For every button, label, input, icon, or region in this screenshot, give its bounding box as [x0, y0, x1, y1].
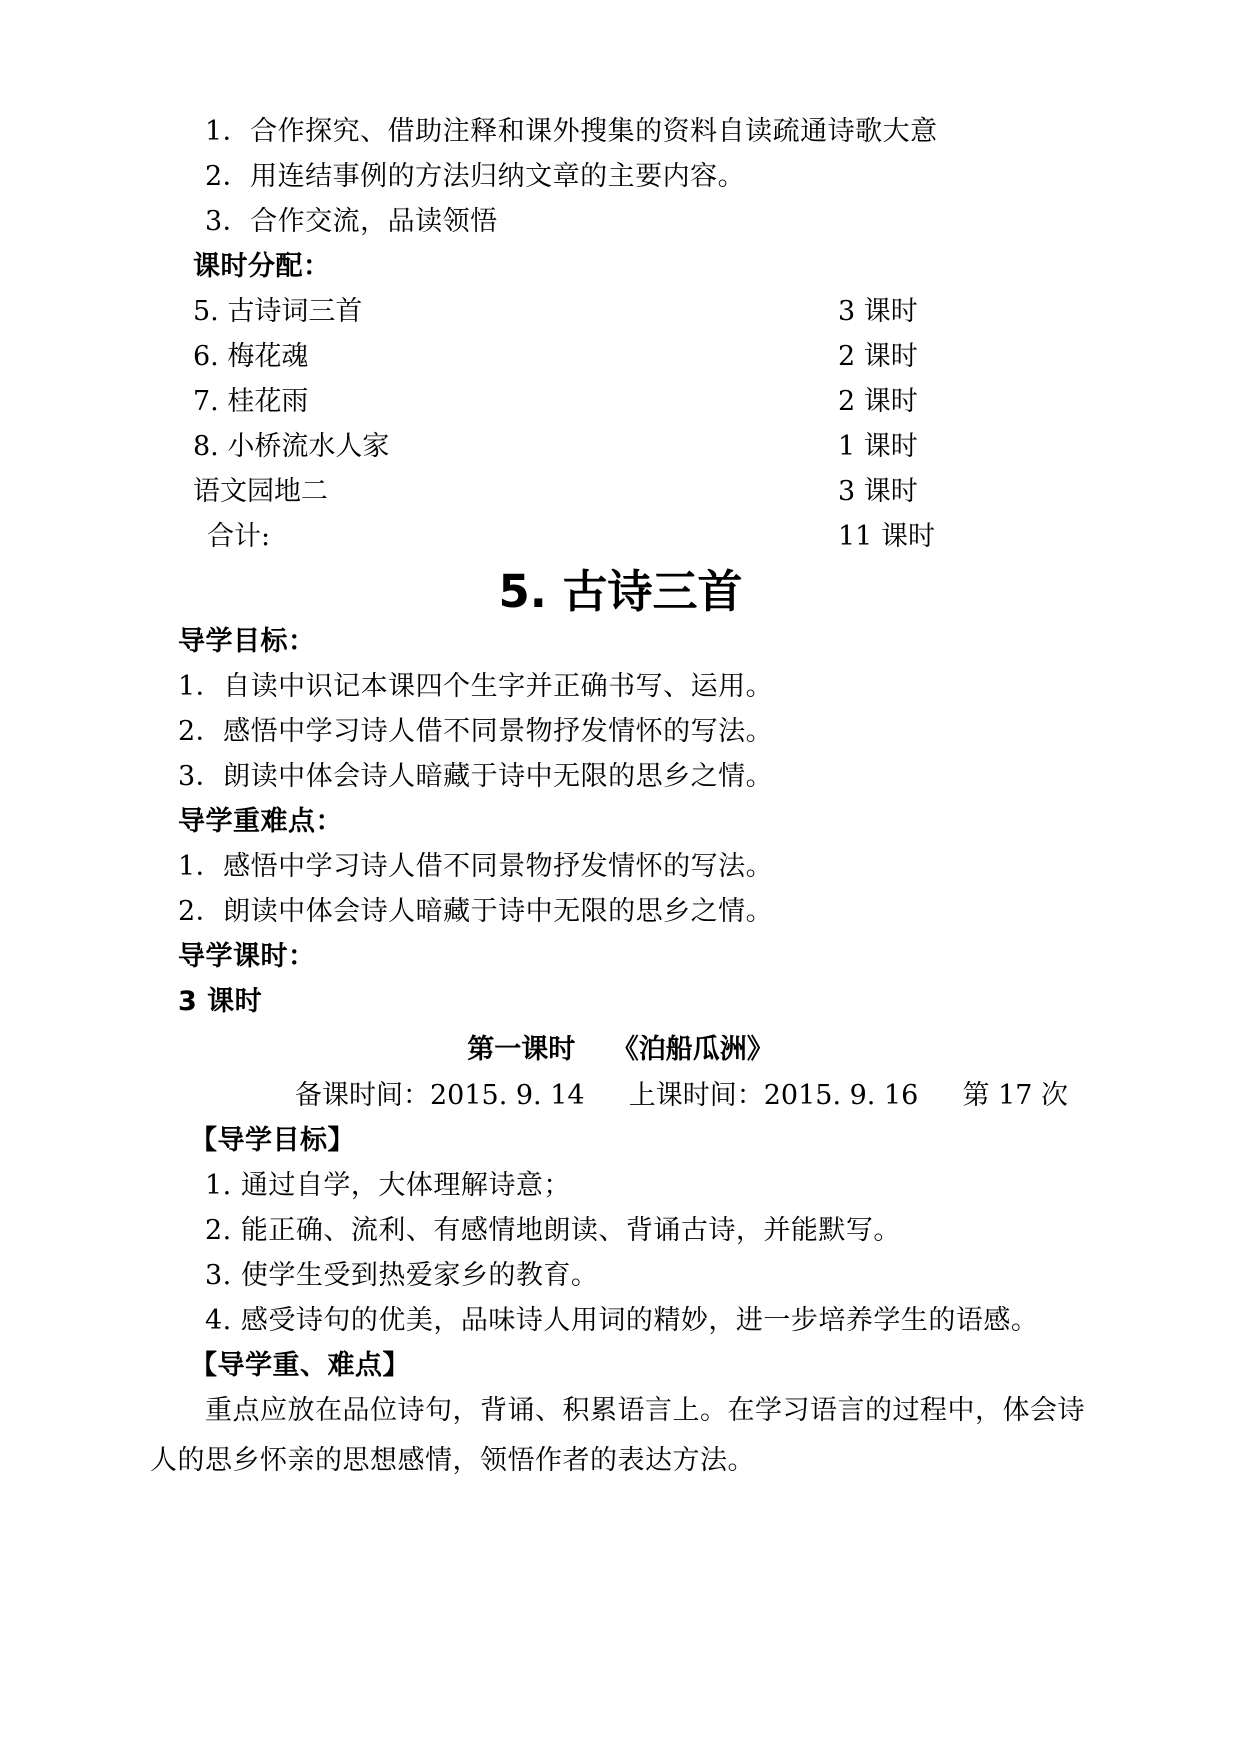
allocation-hours: 2 课时	[838, 386, 918, 417]
allocation-row	[193, 429, 993, 465]
allocation-row	[193, 339, 993, 375]
allocation-heading: 课时分配：	[193, 251, 331, 282]
allocation-name: 5. 古诗词三首	[193, 296, 363, 327]
allocation-row	[193, 294, 993, 330]
session-times: 备课时间：2015. 9. 14 上课时间：2015. 9. 16 第 17 次	[295, 1080, 1069, 1111]
allocation-total-row	[193, 519, 993, 555]
session-goal-item: 3. 使学生受到热爱家乡的教育。	[205, 1260, 599, 1291]
allocation-hours: 3 课时	[838, 296, 918, 327]
allocation-name: 8. 小桥流水人家	[193, 431, 390, 462]
allocation-hours: 2 课时	[838, 341, 918, 372]
session-goal-item: 4. 感受诗句的优美，品味诗人用词的精妙，进一步培养学生的语感。	[205, 1305, 1039, 1336]
lesson-keypoint-item: 2．朗读中体会诗人暗藏于诗中无限的思乡之情。	[178, 896, 774, 927]
lesson-hours-value: 3 课时	[178, 986, 263, 1017]
allocation-total-label: 合计:	[207, 521, 271, 552]
lesson-goal-item: 2．感悟中学习诗人借不同景物抒发情怀的写法。	[178, 716, 774, 747]
lesson-goal-item: 1．自读中识记本课四个生字并正确书写、运用。	[178, 671, 774, 702]
session-title: 第一课时 《泊船瓜洲》	[467, 1034, 774, 1065]
allocation-name: 6. 梅花魂	[193, 341, 309, 372]
session-goal-item: 1. 通过自学，大体理解诗意；	[205, 1170, 571, 1201]
lesson-goals-heading: 导学目标：	[178, 626, 316, 657]
allocation-total-hours: 11 课时	[838, 521, 935, 552]
allocation-hours: 3 课时	[838, 476, 918, 507]
allocation-name: 语文园地二	[193, 476, 328, 507]
allocation-name: 7. 桂花雨	[193, 386, 309, 417]
method-item-3: 3．合作交流，品读领悟	[205, 206, 498, 237]
session-keypoints-heading: 【导学重、难点】	[190, 1350, 410, 1381]
session-goal-item: 2. 能正确、流利、有感情地朗读、背诵古诗，并能默写。	[205, 1215, 901, 1246]
lesson-goal-item: 3．朗读中体会诗人暗藏于诗中无限的思乡之情。	[178, 761, 774, 792]
method-item-2: 2．用连结事例的方法归纳文章的主要内容。	[205, 161, 746, 192]
lesson-keypoint-item: 1．感悟中学习诗人借不同景物抒发情怀的写法。	[178, 851, 774, 882]
lesson-hours-heading: 导学课时：	[178, 941, 316, 972]
session-goals-heading: 【导学目标】	[190, 1125, 355, 1156]
session-keypoints-text: 重点应放在品位诗句，背诵、积累语言上。在学习语言的过程中，体会诗人的思乡怀亲的思想感情，领悟作者的表达方法。	[150, 1395, 1085, 1476]
allocation-hours: 1 课时	[838, 431, 918, 462]
lesson-keypoints-heading: 导学重难点：	[178, 806, 343, 837]
lesson-title: 5. 古诗三首	[498, 565, 743, 618]
allocation-row	[193, 474, 993, 510]
allocation-row	[193, 384, 993, 420]
method-item-1: 1．合作探究、借助注释和课外搜集的资料自读疏通诗歌大意	[205, 116, 938, 147]
